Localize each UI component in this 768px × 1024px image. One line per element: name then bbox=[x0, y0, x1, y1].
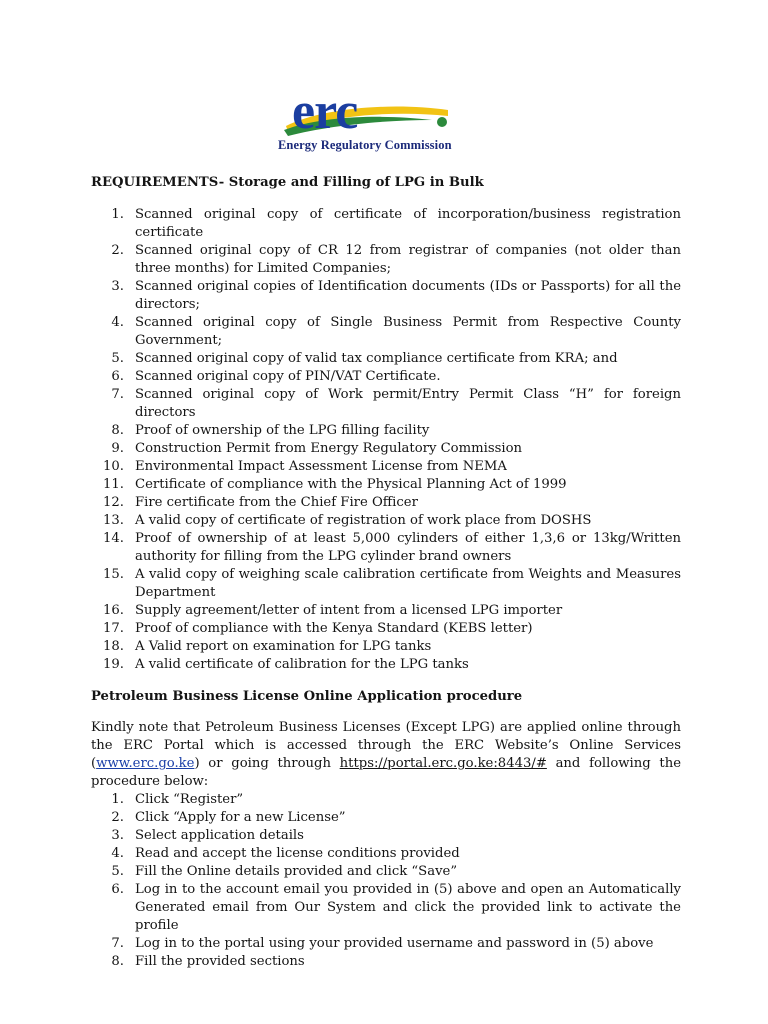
requirement-item bbox=[91, 476, 681, 494]
procedure-step bbox=[91, 953, 681, 971]
procedure-step bbox=[91, 791, 681, 809]
logo-wordmark: erc bbox=[292, 86, 358, 140]
intro-text-2: ) or going through bbox=[194, 756, 340, 771]
license-intro-paragraph bbox=[91, 719, 681, 791]
requirement-item bbox=[91, 278, 681, 314]
list-item-text: Certificate of compliance with the Physical Planning Act of 1999 bbox=[135, 477, 567, 492]
erc-logo bbox=[270, 86, 506, 158]
list-number: 2. bbox=[111, 810, 124, 825]
requirement-item bbox=[91, 602, 681, 620]
requirement-item bbox=[91, 512, 681, 530]
list-number: 17. bbox=[103, 621, 124, 636]
list-number: 7. bbox=[111, 387, 124, 402]
list-number: 6. bbox=[111, 369, 124, 384]
requirement-item bbox=[91, 242, 681, 278]
portal-link[interactable]: https://portal.erc.go.ke:8443/# bbox=[339, 756, 547, 771]
procedure-step bbox=[91, 881, 681, 935]
procedure-step bbox=[91, 809, 681, 827]
list-item-text: A valid certificate of calibration for the LPG tanks bbox=[135, 657, 469, 672]
requirement-item bbox=[91, 350, 681, 368]
list-item-text: Select application details bbox=[135, 828, 304, 843]
procedure-step bbox=[91, 935, 681, 953]
list-number: 2. bbox=[111, 243, 124, 258]
license-procedure-heading: Petroleum Business License Online Application procedure bbox=[91, 689, 523, 704]
list-number: 6. bbox=[111, 882, 124, 897]
list-number: 3. bbox=[111, 828, 124, 843]
list-item-text: A valid copy of weighing scale calibration certificate from Weights and Measures Department bbox=[135, 567, 681, 600]
list-item-text: Scanned original copy of Single Business Permit from Respective County Government; bbox=[135, 315, 681, 348]
requirement-item bbox=[91, 386, 681, 422]
list-item-text: Read and accept the license conditions provided bbox=[135, 846, 460, 861]
list-number: 7. bbox=[111, 936, 124, 951]
requirement-item bbox=[91, 566, 681, 602]
list-number: 4. bbox=[111, 315, 124, 330]
list-number: 19. bbox=[103, 657, 124, 672]
list-number: 8. bbox=[111, 954, 124, 969]
list-number: 3. bbox=[111, 279, 124, 294]
application-steps-list bbox=[91, 791, 681, 971]
website-link[interactable]: www.erc.go.ke bbox=[96, 756, 195, 771]
logo-dot bbox=[437, 117, 447, 127]
requirement-item bbox=[91, 638, 681, 656]
list-item-text: Proof of compliance with the Kenya Standard (KEBS letter) bbox=[135, 621, 533, 636]
procedure-step bbox=[91, 863, 681, 881]
list-item-text: A valid copy of certificate of registration of work place from DOSHS bbox=[135, 513, 592, 528]
list-item-text: Scanned original copy of PIN/VAT Certificate. bbox=[135, 369, 441, 384]
list-number: 8. bbox=[111, 423, 124, 438]
list-item-text: Fire certificate from the Chief Fire Officer bbox=[135, 495, 418, 510]
intro-text-3: and following the procedure below: bbox=[91, 756, 682, 789]
list-item-text: Scanned original copy of valid tax compliance certificate from KRA; and bbox=[135, 351, 618, 366]
list-item-text: Proof of ownership of the LPG filling facility bbox=[135, 423, 430, 438]
organization-name: Energy Regulatory Commission bbox=[278, 138, 452, 152]
requirement-item bbox=[91, 458, 681, 476]
list-number: 1. bbox=[111, 792, 124, 807]
requirement-item bbox=[91, 206, 681, 242]
list-item-text: Environmental Impact Assessment License from NEMA bbox=[135, 459, 507, 474]
list-number: 12. bbox=[103, 495, 124, 510]
list-item-text: Click “Apply for a new License” bbox=[135, 810, 346, 825]
requirement-item bbox=[91, 314, 681, 350]
list-item-text: Scanned original copies of Identification documents (IDs or Passports) for all the directors; bbox=[135, 279, 681, 312]
list-number: 9. bbox=[111, 441, 124, 456]
list-item-text: Supply agreement/letter of intent from a licensed LPG importer bbox=[135, 603, 563, 618]
requirement-item bbox=[91, 422, 681, 440]
requirement-item bbox=[91, 368, 681, 386]
list-item-text: Scanned original copy of Work permit/Entry Permit Class “H” for foreign directors bbox=[135, 387, 681, 420]
list-number: 18. bbox=[103, 639, 124, 654]
list-item-text: Click “Register” bbox=[135, 792, 244, 807]
list-number: 5. bbox=[111, 864, 124, 879]
list-item-text: Fill the Online details provided and click “Save” bbox=[135, 864, 458, 879]
requirement-item bbox=[91, 656, 681, 674]
requirement-item bbox=[91, 494, 681, 512]
list-item-text: Log in to the portal using your provided username and password in (5) above bbox=[135, 936, 654, 951]
document-body bbox=[91, 174, 681, 971]
intro-text-1: Kindly note that Petroleum Business Licenses (Except LPG) are applied online through the ERC Portal which is accessed through the ERC Website’s Online Services ( bbox=[91, 720, 681, 771]
list-number: 15. bbox=[103, 567, 124, 582]
list-item-text: Proof of ownership of at least 5,000 cylinders of either 1,3,6 or 13kg/Written authority for filling from the LPG cylinder brand owners bbox=[135, 531, 681, 564]
requirement-item bbox=[91, 620, 681, 638]
list-number: 14. bbox=[103, 531, 124, 546]
list-number: 5. bbox=[111, 351, 124, 366]
list-number: 11. bbox=[103, 477, 124, 492]
requirement-item bbox=[91, 530, 681, 566]
procedure-step bbox=[91, 845, 681, 863]
list-number: 4. bbox=[111, 846, 124, 861]
list-item-text: Log in to the account email you provided in (5) above and open an Automatically Generated email from Our System and click the provided link to activate the profile bbox=[135, 882, 681, 933]
list-number: 10. bbox=[103, 459, 124, 474]
list-item-text: Fill the provided sections bbox=[135, 954, 305, 969]
list-number: 16. bbox=[103, 603, 124, 618]
procedure-step bbox=[91, 827, 681, 845]
requirements-heading: REQUIREMENTS- Storage and Filling of LPG in Bulk bbox=[91, 175, 484, 190]
list-item-text: Scanned original copy of CR 12 from registrar of companies (not older than three months) for Limited Companies; bbox=[135, 243, 681, 276]
requirements-list bbox=[91, 206, 681, 674]
list-item-text: A Valid report on examination for LPG tanks bbox=[135, 639, 432, 654]
list-item-text: Construction Permit from Energy Regulatory Commission bbox=[135, 441, 523, 456]
erc-logo-graphic bbox=[282, 86, 452, 140]
requirement-item bbox=[91, 440, 681, 458]
list-number: 13. bbox=[103, 513, 124, 528]
list-number: 1. bbox=[111, 207, 124, 222]
list-item-text: Scanned original copy of certificate of incorporation/business registration certificate bbox=[135, 207, 681, 240]
